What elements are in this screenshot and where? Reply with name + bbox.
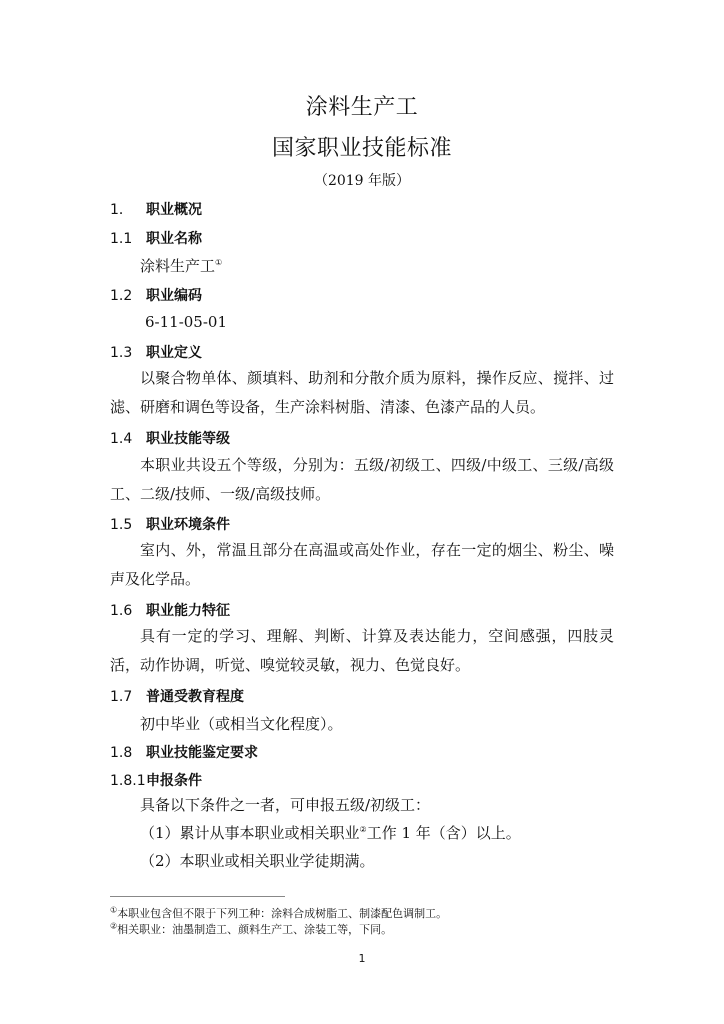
page-number: 1: [358, 952, 366, 965]
education-level: 初中毕业（或相当文化程度）。: [140, 715, 343, 733]
footnote-2: [110, 921, 392, 937]
section-title: 职业定义: [146, 345, 202, 361]
section-number: 1.2: [110, 288, 133, 304]
document-title-line1: 涂料生产工: [305, 95, 419, 120]
section-heading-1: [110, 199, 202, 219]
eligibility-item-1: [140, 822, 521, 843]
edition-label: （2019 年版）: [313, 173, 411, 189]
eligibility-item-2: （2）本职业或相关职业学徒期满。: [140, 852, 375, 870]
document-title-line2: 国家职业技能标准: [271, 136, 452, 161]
footnote-marker-2: ②: [359, 825, 367, 834]
section-title: 职业概况: [146, 202, 202, 218]
occupation-code: 6-11-05-01: [145, 313, 228, 331]
section-number: 1.8: [110, 745, 133, 761]
section-number: 1.4: [110, 431, 133, 447]
section-heading-1-6: [110, 600, 230, 620]
section-heading-1-7: [110, 686, 244, 706]
section-number: 1.1: [110, 231, 133, 247]
section-title: 职业技能鉴定要求: [146, 745, 258, 761]
section-heading-1-3: [110, 342, 202, 362]
section-heading-1-4: [110, 428, 230, 448]
section-number: 1.5: [110, 517, 133, 533]
section-title: 职业环境条件: [146, 517, 230, 533]
section-title: 职业技能等级: [146, 431, 230, 447]
footnote-1: [110, 905, 447, 921]
section-number: 1.8.1: [110, 773, 146, 789]
section-title: 申报条件: [146, 773, 202, 789]
section-number: 1.6: [110, 603, 133, 619]
section-number: 1．: [110, 202, 133, 218]
section-title: 职业编码: [146, 288, 202, 304]
footnote-2-text: 相关职业：油墨制造工、颜料生产工、涂装工等，下同。: [117, 923, 393, 936]
section-heading-1-5: [110, 514, 230, 534]
eligibility-intro: 具备以下条件之一者，可申报五级/初级工：: [140, 796, 431, 814]
section-heading-1-8-1: [110, 770, 202, 790]
skill-levels: 本职业共设五个等级，分别为：五级/初级工、四级/中级工、三级/高级工、二级/技师、一级/高级技师。: [110, 456, 614, 503]
footnote-2-mark: ②: [110, 921, 118, 931]
footnote-1-text: 本职业包含但不限于下列工种：涂料合成树脂工、制漆配色调制工。: [117, 907, 448, 920]
eligibility-item-1-text-a: （1）累计从事本职业或相关职业: [140, 824, 360, 842]
occupation-name: [140, 255, 222, 276]
section-number: 1.7: [110, 689, 133, 705]
footnote-marker-1: ①: [215, 258, 223, 267]
environment-conditions: 室内、外，常温且部分在高温或高处作业，存在一定的烟尘、粉尘、噪声及化学品。: [110, 541, 614, 588]
occupation-definition: 以聚合物单体、颜填料、助剂和分散介质为原料，操作反应、搅拌、过滤、研磨和调色等设备，生产涂料树脂、清漆、色漆产品的人员。: [110, 369, 614, 416]
section-title: 普通受教育程度: [146, 689, 244, 705]
section-title: 职业名称: [146, 231, 202, 247]
eligibility-item-1-text-b: 工作 1 年（含）以上。: [366, 824, 521, 842]
section-heading-1-8: [110, 742, 258, 762]
section-heading-1-2: [110, 285, 202, 305]
ability-characteristics: 具有一定的学习、理解、判断、计算及表达能力，空间感强，四肢灵活，动作协调，听觉、嗅觉较灵敏，视力、色觉良好。: [110, 627, 614, 674]
footnote-1-mark: ①: [110, 905, 118, 915]
footnote-divider: [110, 896, 285, 897]
section-number: 1.3: [110, 345, 133, 361]
section-title: 职业能力特征: [146, 603, 230, 619]
section-heading-1-1: [110, 228, 202, 248]
occupation-name-text: 涂料生产工: [140, 257, 216, 275]
